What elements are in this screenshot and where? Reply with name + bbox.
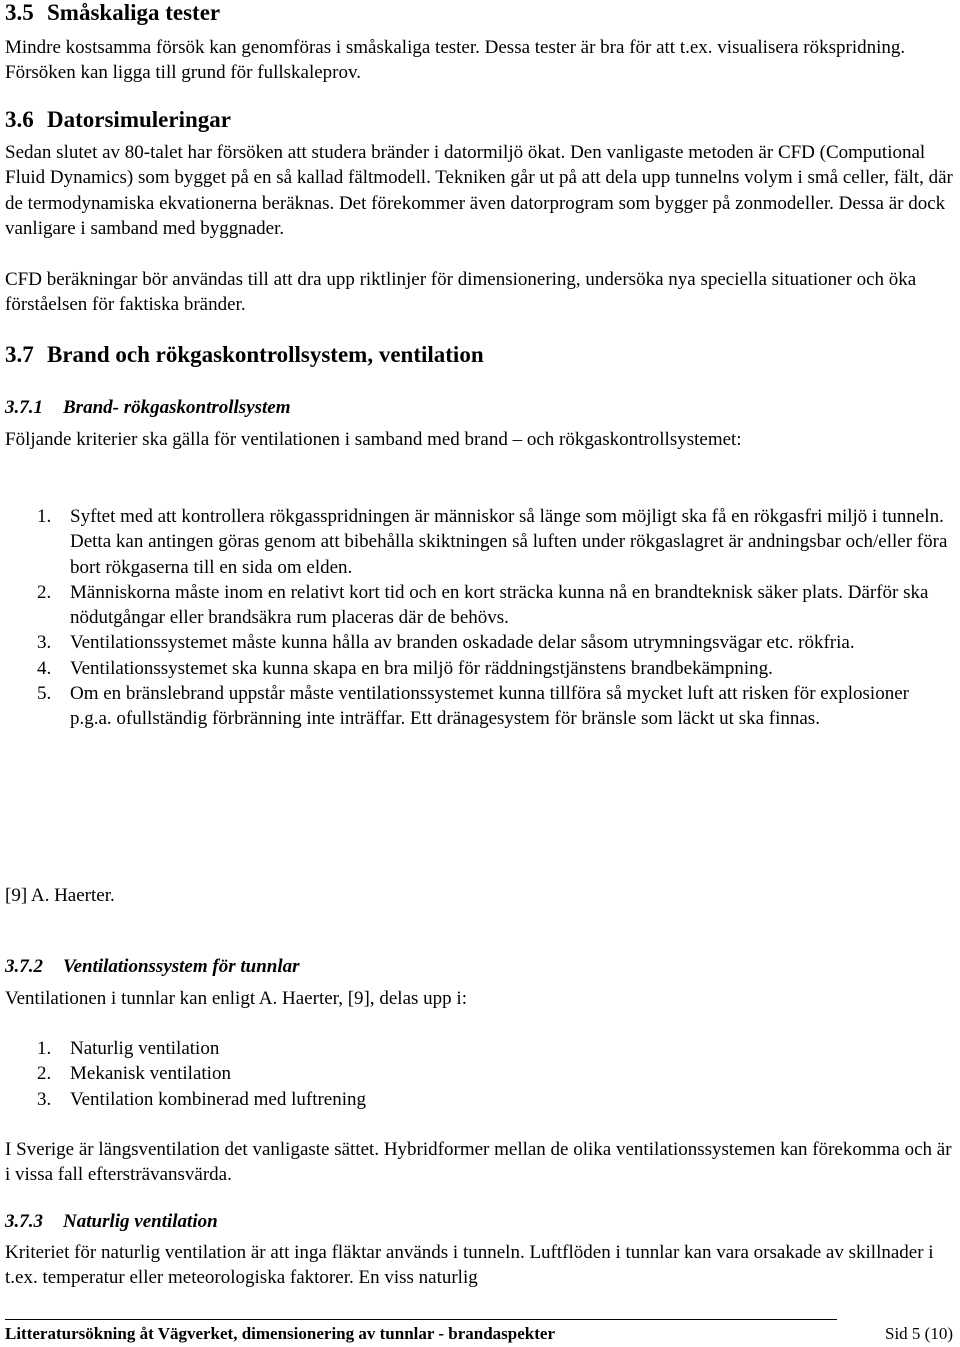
list-item-text: Om en bränslebrand uppstår måste ventilationssystemet kunna tillföra så mycket luft att risken för explosioner p.g.a. ofullständig förbränning inte inträffar. Ett dränagesystem för bränsle som läckt ut ska finnas. <box>70 683 909 730</box>
heading-number: 3.7 <box>5 342 34 367</box>
heading-title: Ventilationssystem för tunnlar <box>63 956 300 977</box>
list-item-text: Syftet med att kontrollera rökgasspridningen är människor så länge som möjligt ska få en rökgasfri miljö i tunneln. Detta kan antingen göras genom att bibehålla skiktningen så luften under rökgaslagret är andningsbar och/eller föra bort rökgaserna till en sida om elden. <box>70 506 948 578</box>
heading-3-7 <box>5 342 484 368</box>
heading-title: Brand- rökgaskontrollsystem <box>63 397 291 418</box>
list-item <box>5 504 955 580</box>
list-item-number: 1. <box>37 1038 52 1059</box>
heading-number: 3.7.3 <box>5 1211 43 1232</box>
list-item <box>5 1061 955 1086</box>
list-item-number: 1. <box>37 506 52 527</box>
list-item <box>5 1087 955 1112</box>
list-item <box>5 580 955 631</box>
ventilation-types-list <box>5 1036 955 1112</box>
list-item-number: 2. <box>37 581 52 603</box>
heading-title: Naturlig ventilation <box>63 1211 218 1232</box>
heading-3-7-1 <box>5 397 291 419</box>
criteria-list <box>5 504 955 732</box>
list-item-number: 3. <box>37 1088 52 1110</box>
list-item-text: Mekanisk ventilation <box>70 1063 231 1085</box>
paragraph-cfd: CFD beräkningar bör användas till att dra upp riktlinjer för dimensionering, undersöka nya speciella situationer och öka förståelsen för faktiska bränder. <box>5 269 917 316</box>
list-item <box>5 1036 955 1061</box>
heading-3-6 <box>5 107 231 133</box>
paragraph-small-scale-tests: Mindre kostsamma försök kan genomföras i småskaliga tester. Dessa tester är bra för att t.ex. visualisera rökspridning. Försöken kan ligga till grund för fullskaleprov. <box>5 37 906 84</box>
paragraph-computer-simulations: Sedan slutet av 80-talet har försöken att studera bränder i datormiljö ökat. Den vanligaste metoden är CFD (Computional Fluid Dynamics) som bygget på en så kallad fältmodell. Tekniken går ut på att dela upp tunnelns volym i små celler, fält, där de termodynamiska ekvationerna beräknas. Det förekommer även datorprogram som bygger på zonmodeller. Dessa är dock vanligare i samband med byggnader. <box>5 142 953 239</box>
heading-title: Brand och rökgaskontrollsystem, ventilation <box>47 342 484 367</box>
list-item-text: Människorna måste inom en relativt kort tid och en kort sträcka kunna nå en brandteknisk säker plats. Därför ska nödutgångar eller brandsäkra rum placeras där de behövs. <box>70 581 929 629</box>
list-item-number: 5. <box>37 683 52 705</box>
list-item <box>5 681 955 732</box>
list-item <box>5 630 955 655</box>
paragraph-natural-ventilation: Kriteriet för naturlig ventilation är att inga fläktar används i tunneln. Luftflöden i tunnlar kan vara orsakade av skillnader i t.ex. temperatur eller meteorologiska faktorer. En viss naturlig <box>5 1242 934 1289</box>
heading-3-7-2 <box>5 956 300 978</box>
footer-rule <box>5 1319 837 1320</box>
heading-number: 3.6 <box>5 107 34 132</box>
list-item-number: 4. <box>37 657 52 679</box>
footer-page-number: Sid 5 (10) <box>885 1324 953 1343</box>
paragraph-criteria-intro: Följande kriterier ska gälla för ventilationen i samband med brand – och rökgaskontrollsystemet: <box>5 429 742 450</box>
list-item <box>5 656 955 681</box>
list-item-text: Ventilationssystemet ska kunna skapa en bra miljö för räddningstjänstens brandbekämpning. <box>70 657 773 679</box>
heading-title: Datorsimuleringar <box>47 107 231 132</box>
list-item-text: Naturlig ventilation <box>70 1038 220 1059</box>
heading-number: 3.5 <box>5 0 34 25</box>
paragraph-sweden-ventilation: I Sverige är längsventilation det vanligaste sättet. Hybridformer mellan de olika ventilationssystemen kan förekomma och är i vissa fall eftersträvansvärda. <box>5 1139 952 1186</box>
heading-number: 3.7.1 <box>5 397 43 418</box>
paragraph-ventilation-intro: Ventilationen i tunnlar kan enligt A. Haerter, [9], delas upp i: <box>5 988 467 1009</box>
list-item-text: Ventilationssystemet måste kunna hålla av branden oskadade delar såsom utrymningsvägar etc. rökfria. <box>70 632 855 654</box>
reference-note: [9] A. Haerter. <box>5 885 115 906</box>
list-item-number: 2. <box>37 1063 52 1085</box>
heading-title: Småskaliga tester <box>47 0 221 25</box>
heading-3-7-3 <box>5 1211 218 1233</box>
heading-number: 3.7.2 <box>5 956 43 977</box>
footer-title: Litteratursökning åt Vägverket, dimensionering av tunnlar - brandaspekter <box>5 1324 556 1343</box>
list-item-number: 3. <box>37 632 52 654</box>
list-item-text: Ventilation kombinerad med luftrening <box>70 1088 367 1110</box>
heading-3-5 <box>5 0 220 26</box>
